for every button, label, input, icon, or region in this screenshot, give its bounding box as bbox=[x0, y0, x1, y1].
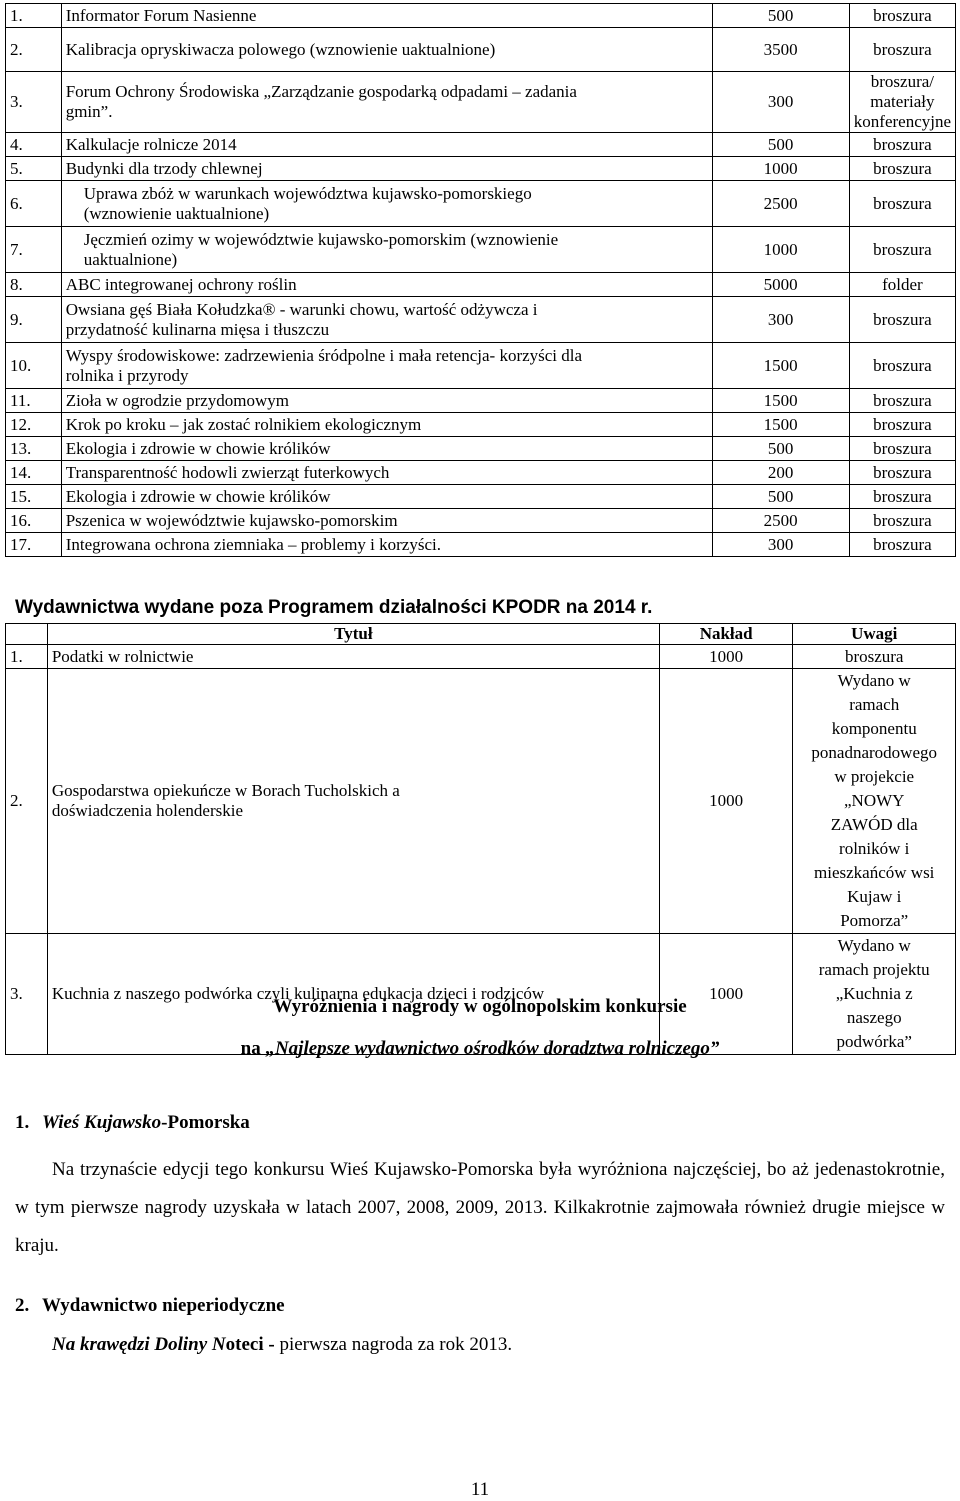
row-number: 16. bbox=[6, 509, 62, 533]
table-row bbox=[6, 645, 956, 669]
row-title: Informator Forum Nasienne bbox=[61, 4, 712, 28]
table-row bbox=[6, 273, 956, 297]
row-number: 11. bbox=[6, 389, 62, 413]
row-note: broszura bbox=[849, 28, 955, 72]
row-number: 8. bbox=[6, 273, 62, 297]
row-note: broszura bbox=[849, 437, 955, 461]
award-item-1 bbox=[15, 1112, 250, 1134]
row-number: 1. bbox=[6, 645, 48, 669]
row-title: Uprawa zbóż w warunkach województwa kujawsko-pomorskiego (wznowienie uaktualnione) bbox=[61, 181, 712, 227]
row-note: broszura bbox=[849, 181, 955, 227]
table-row bbox=[6, 437, 956, 461]
row-number: 9. bbox=[6, 297, 62, 343]
award-item-rest: -Pomorska bbox=[161, 1112, 250, 1133]
row-count: 300 bbox=[712, 533, 849, 557]
row-note: broszura bbox=[849, 133, 955, 157]
row-note: broszura bbox=[849, 413, 955, 437]
row-note: broszura bbox=[849, 227, 955, 273]
row-title: Integrowana ochrona ziemniaka – problemy i korzyści. bbox=[61, 533, 712, 557]
table-row bbox=[6, 4, 956, 28]
award-detail-rest: pierwsza nagroda za rok 2013. bbox=[274, 1334, 513, 1355]
publications-table bbox=[5, 3, 956, 557]
award-detail-italic: Na krawędzi Doliny N bbox=[52, 1334, 226, 1355]
header-title: Tytuł bbox=[47, 624, 659, 645]
award-item-2-detail bbox=[52, 1334, 512, 1356]
row-count: 200 bbox=[712, 461, 849, 485]
row-title: Kalibracja opryskiwacza polowego (wznowienie uaktualnione) bbox=[61, 28, 712, 72]
row-number: 15. bbox=[6, 485, 62, 509]
row-note: broszura bbox=[849, 4, 955, 28]
award-item-number: 1. bbox=[15, 1112, 30, 1133]
row-count: 1000 bbox=[659, 669, 793, 934]
row-note: broszura bbox=[849, 389, 955, 413]
row-title: Podatki w rolnictwie bbox=[47, 645, 659, 669]
row-count: 2500 bbox=[712, 181, 849, 227]
row-number: 7. bbox=[6, 227, 62, 273]
row-count: 5000 bbox=[712, 273, 849, 297]
row-note: broszura bbox=[849, 533, 955, 557]
row-count: 1000 bbox=[712, 227, 849, 273]
row-note: broszura bbox=[849, 297, 955, 343]
award-paragraph: Na trzynaście edycji tego konkursu Wieś Kujawsko-Pomorska była wyróżniona najczęściej, bo aż jedenastokrotnie, w tym pierwsze nagrody uzyskała w latach 2007, 2008, 2009, 2013. Kilkakrotnie zajmowała również drugie miejsce w kraju. bbox=[15, 1159, 945, 1256]
table-row bbox=[6, 669, 956, 934]
row-count: 1000 bbox=[659, 934, 793, 1055]
table-row bbox=[6, 72, 956, 133]
row-title: ABC integrowanej ochrony roślin bbox=[61, 273, 712, 297]
row-count: 1500 bbox=[712, 389, 849, 413]
row-title: Kalkulacje rolnicze 2014 bbox=[61, 133, 712, 157]
row-count: 1500 bbox=[712, 413, 849, 437]
award-item-label: Wydawnictwo nieperiodyczne bbox=[42, 1295, 285, 1316]
row-count: 300 bbox=[712, 297, 849, 343]
award-item-2 bbox=[15, 1295, 285, 1317]
row-number: 4. bbox=[6, 133, 62, 157]
row-note: Wydano w ramach projektu „Kuchnia z naszego podwórka” bbox=[793, 934, 956, 1055]
award-item-number: 2. bbox=[15, 1295, 30, 1316]
row-count: 500 bbox=[712, 437, 849, 461]
awards-subtitle-prefix: na bbox=[240, 1038, 266, 1059]
table-row bbox=[6, 934, 956, 1055]
outside-program-table bbox=[5, 623, 956, 1055]
page-number: 11 bbox=[470, 1479, 490, 1500]
row-count: 1000 bbox=[659, 645, 793, 669]
row-title: Forum Ochrony Środowiska „Zarządzanie gospodarką odpadami – zadania gmin”. bbox=[61, 72, 712, 133]
row-note: broszura bbox=[849, 157, 955, 181]
row-note: broszura bbox=[849, 343, 955, 389]
row-title: Kuchnia z naszego podwórka czyli kulinarna edukacja dzieci i rodziców bbox=[47, 934, 659, 1055]
table-row bbox=[6, 297, 956, 343]
row-title: Owsiana gęś Biała Kołudzka® - warunki chowu, wartość odżywcza i przydatność kulinarna mięsa i tłuszczu bbox=[61, 297, 712, 343]
row-title: Pszenica w województwie kujawsko-pomorskim bbox=[61, 509, 712, 533]
row-note: Wydano w ramach komponentu ponadnarodowego w projekcie „NOWY ZAWÓD dla rolników i mieszkańców wsi Kujaw i Pomorza” bbox=[793, 669, 956, 934]
table-row bbox=[6, 509, 956, 533]
row-count: 300 bbox=[712, 72, 849, 133]
table-row bbox=[6, 133, 956, 157]
row-title: Zioła w ogrodzie przydomowym bbox=[61, 389, 712, 413]
row-count: 500 bbox=[712, 133, 849, 157]
row-note: folder bbox=[849, 273, 955, 297]
table-row bbox=[6, 343, 956, 389]
header-no bbox=[6, 624, 48, 645]
row-count: 500 bbox=[712, 4, 849, 28]
row-number: 10. bbox=[6, 343, 62, 389]
row-number: 14. bbox=[6, 461, 62, 485]
row-number: 2. bbox=[6, 669, 48, 934]
row-note: broszura bbox=[849, 509, 955, 533]
row-number: 6. bbox=[6, 181, 62, 227]
header-note: Uwagi bbox=[793, 624, 956, 645]
row-count: 1500 bbox=[712, 343, 849, 389]
table-row bbox=[6, 157, 956, 181]
row-title: Transparentność hodowli zwierząt futerkowych bbox=[61, 461, 712, 485]
row-title: Gospodarstwa opiekuńcze w Borach Tucholskich a doświadczenia holenderskie bbox=[47, 669, 659, 934]
awards-subtitle bbox=[0, 1038, 960, 1060]
row-number: 3. bbox=[6, 934, 48, 1055]
table-header-row bbox=[6, 624, 956, 645]
row-title: Krok po kroku – jak zostać rolnikiem ekologicznym bbox=[61, 413, 712, 437]
row-number: 2. bbox=[6, 28, 62, 72]
table-row bbox=[6, 28, 956, 72]
table-row bbox=[6, 227, 956, 273]
row-count: 500 bbox=[712, 485, 849, 509]
row-note: broszura bbox=[793, 645, 956, 669]
row-number: 13. bbox=[6, 437, 62, 461]
table-row bbox=[6, 413, 956, 437]
award-detail-bold: oteci - bbox=[225, 1334, 275, 1355]
awards-title: Wyróżnienia i nagrody w ogólnopolskim konkursie bbox=[273, 996, 687, 1017]
table-row bbox=[6, 485, 956, 509]
row-title: Ekologia i zdrowie w chowie królików bbox=[61, 485, 712, 509]
header-count: Nakład bbox=[659, 624, 793, 645]
award-item-italic: Wieś Kujawsko bbox=[42, 1112, 162, 1133]
row-number: 12. bbox=[6, 413, 62, 437]
table-row bbox=[6, 461, 956, 485]
row-note: broszura bbox=[849, 485, 955, 509]
row-number: 17. bbox=[6, 533, 62, 557]
row-title: Jęczmień ozimy w województwie kujawsko-pomorskim (wznowienie uaktualnione) bbox=[61, 227, 712, 273]
row-note: broszura bbox=[849, 461, 955, 485]
row-note: broszura/ materiały konferencyjne bbox=[849, 72, 955, 133]
section-heading-outside-program: Wydawnictwa wydane poza Programem działalności KPODR na 2014 r. bbox=[15, 597, 653, 618]
row-number: 3. bbox=[6, 72, 62, 133]
row-count: 2500 bbox=[712, 509, 849, 533]
row-title: Ekologia i zdrowie w chowie królików bbox=[61, 437, 712, 461]
row-number: 5. bbox=[6, 157, 62, 181]
row-count: 3500 bbox=[712, 28, 849, 72]
row-title: Wyspy środowiskowe: zadrzewienia śródpolne i mała retencja- korzyści dla rolnika i przyrody bbox=[61, 343, 712, 389]
table-row bbox=[6, 389, 956, 413]
row-number: 1. bbox=[6, 4, 62, 28]
table-row bbox=[6, 533, 956, 557]
row-count: 1000 bbox=[712, 157, 849, 181]
table-row bbox=[6, 181, 956, 227]
row-title: Budynki dla trzody chlewnej bbox=[61, 157, 712, 181]
awards-subtitle-italic: „Najlepsze wydawnictwo ośrodków doradztwa rolniczego” bbox=[265, 1038, 720, 1059]
